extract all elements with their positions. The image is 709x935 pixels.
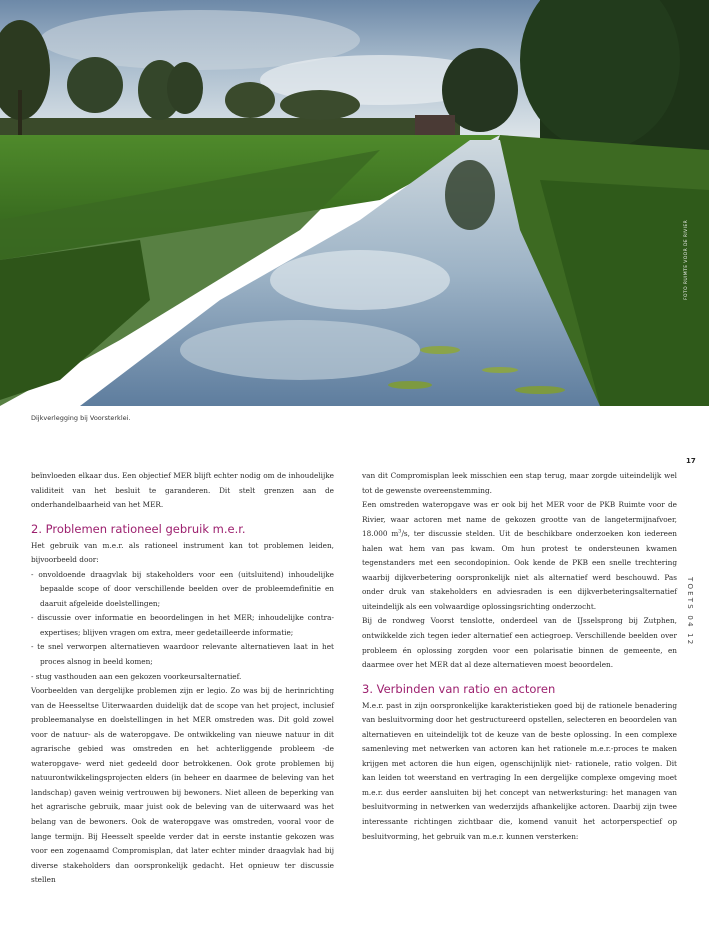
list-item: - discussie over informatie en beoordelingen in het MER; inhoudelijke contra-expertises; blijven vragen om extra, meer gedetailleerde informatie; [31, 611, 334, 640]
paragraph: beïnvloeden elkaar dus. Een objectief MER blijft echter nodig om de inhoudelijke validiteit van het besluit te garanderen. Dit stelt grenzen aan de onderhandelbaarheid van het MER. [31, 471, 334, 510]
section-heading-3: 3. Verbinden van ratio en actoren [362, 681, 556, 696]
journal-name: TOETS 04 12 [686, 577, 694, 647]
text-span: /s, ter discussie stelden. Uit de beschikbare onderzoeken kon iedereen halen wat hem van pas kwam. Om hun protest te ondersteunen kwamen tegenstanders met een secondopinion. Ook kende de PKB een snelle trechtering waarbij dijkverbetering oorspronkelijk niet als alternatief werd beschouwd. Pas onder druk van stakeholders en adviesraden is een dijkverbeteringsalternatief uiteindelijk als een volwaardige oplossingsrichting onderzocht. [362, 529, 677, 611]
text-span: Een omstreden wateropgave was er ook bij het MER voor de PKB Ruimte voor de Rivier, waar actoren met name de gekozen grootte van de langetermijnafvoer, 18.000 m [362, 500, 677, 539]
list-item: - stug vasthouden aan een gekozen voorkeursalternatief. [31, 670, 334, 685]
paragraph: M.e.r. past in zijn oorspronkelijke karakteristieken goed bij de rationele benadering van besluitvorming door het gestructureerd opstellen, selecteren en beoordelen van alternatieven en uiteindelijk tot de keuze van de beste oplossing. In een complexe samenleving met netwerken van actoren kan het rationele m.e.r.-proces te maken krijgen met actoren die hun eigen, ogenschijnlijk niet- rationele, ratio volgen. Dit kan leiden tot weerstand en vertraging In een dergelijke complexe omgeving moet m.e.r. dus eerder aansluiten bij het concept van netwerksturing: het managen van besluitvorming in netwerken van wederzijds afhankelijke actoren. Daarbij zijn twee interessante richtingen zichtbaar die, komend vanuit het actorperspectief op besluitvorming, het gebruik van m.e.r. kunnen versterken: [362, 700, 677, 841]
paragraph [362, 498, 677, 614]
paragraph: Bij de rondweg Voorst tenslotte, onderdeel van de IJsselsprong bij Zutphen, ontwikkelde zich tegen ieder alternatief een actiegroep. Verschillende beelden over probleem én oplossing zorgden voor een polarisatie binnen de gemeente, en daarmee over het MER dat al deze alternatieven moest beoordelen. [362, 616, 677, 670]
paragraph: Voorbeelden van dergelijke problemen zijn er legio. Zo was bij de herinrichting van de Heesseltse Uiterwaarden duidelijk dat de scope van het project, inclusief probleemanalyse en doelstellingen in het MER omstreden was. Dit gold zowel voor de natuur- als de wateropgave. De ontwikkeling van nieuwe natuur in dit agrarische gebied was omstreden en het achterliggende probleem -de wateropgave- werd niet gedeeld door betrokkenen. Ook grote problemen bij natuurontwikkelingsprojecten elders (in beheer en daarmee de beleving van het landschap) gaven weinig vertrouwen bij bewoners. Niet alleen de beperking van het agrarische gebruik, maar juist ook de beleving van de uiterwaard was het belang van de bewoners. Ook de wateropgave was omstreden, vooral voor de lange termijn. Bij Heesselt speelde verder dat in eerste instantie gekozen was voor een zogenaamd Compromisplan, dat later echter minder draagvlak had bij diverse stakeholders dan oorspronkelijk gedacht. Het opnieuw ter discussie stellen [31, 686, 334, 885]
problem-list [31, 568, 334, 684]
superscript: 3 [398, 528, 402, 535]
paragraph: Het gebruik van m.e.r. als rationeel instrument kan tot problemen leiden, bijvoorbeeld door: [31, 540, 334, 565]
page-number: 17 [686, 457, 696, 465]
right-column [362, 469, 677, 844]
photo-credit: FOTO RUIMTE VOOR DE RIVIER [684, 219, 689, 300]
list-item: - onvoldoende draagvlak bij stakeholders voor een (uitsluitend) inhoudelijke bepaalde scope of door verschillende beelden over de probleemdefinitie en daaruit afgeleide doelstellingen; [31, 568, 334, 612]
left-column [31, 469, 334, 888]
list-item: - te snel verworpen alternatieven waardoor relevante alternatieven laat in het proces alsnog in beeld komen; [31, 640, 334, 669]
river-landscape-image [0, 0, 709, 406]
photo-caption: Dijkverlegging bij Voorsterklei. [31, 414, 131, 422]
section-heading-2: 2. Problemen rationeel gebruik m.e.r. [31, 521, 246, 536]
landscape-photo [0, 0, 709, 406]
paragraph: van dit Compromisplan leek misschien een stap terug, maar zorgde uiteindelijk wel tot de gewenste overeenstemming. [362, 471, 677, 495]
